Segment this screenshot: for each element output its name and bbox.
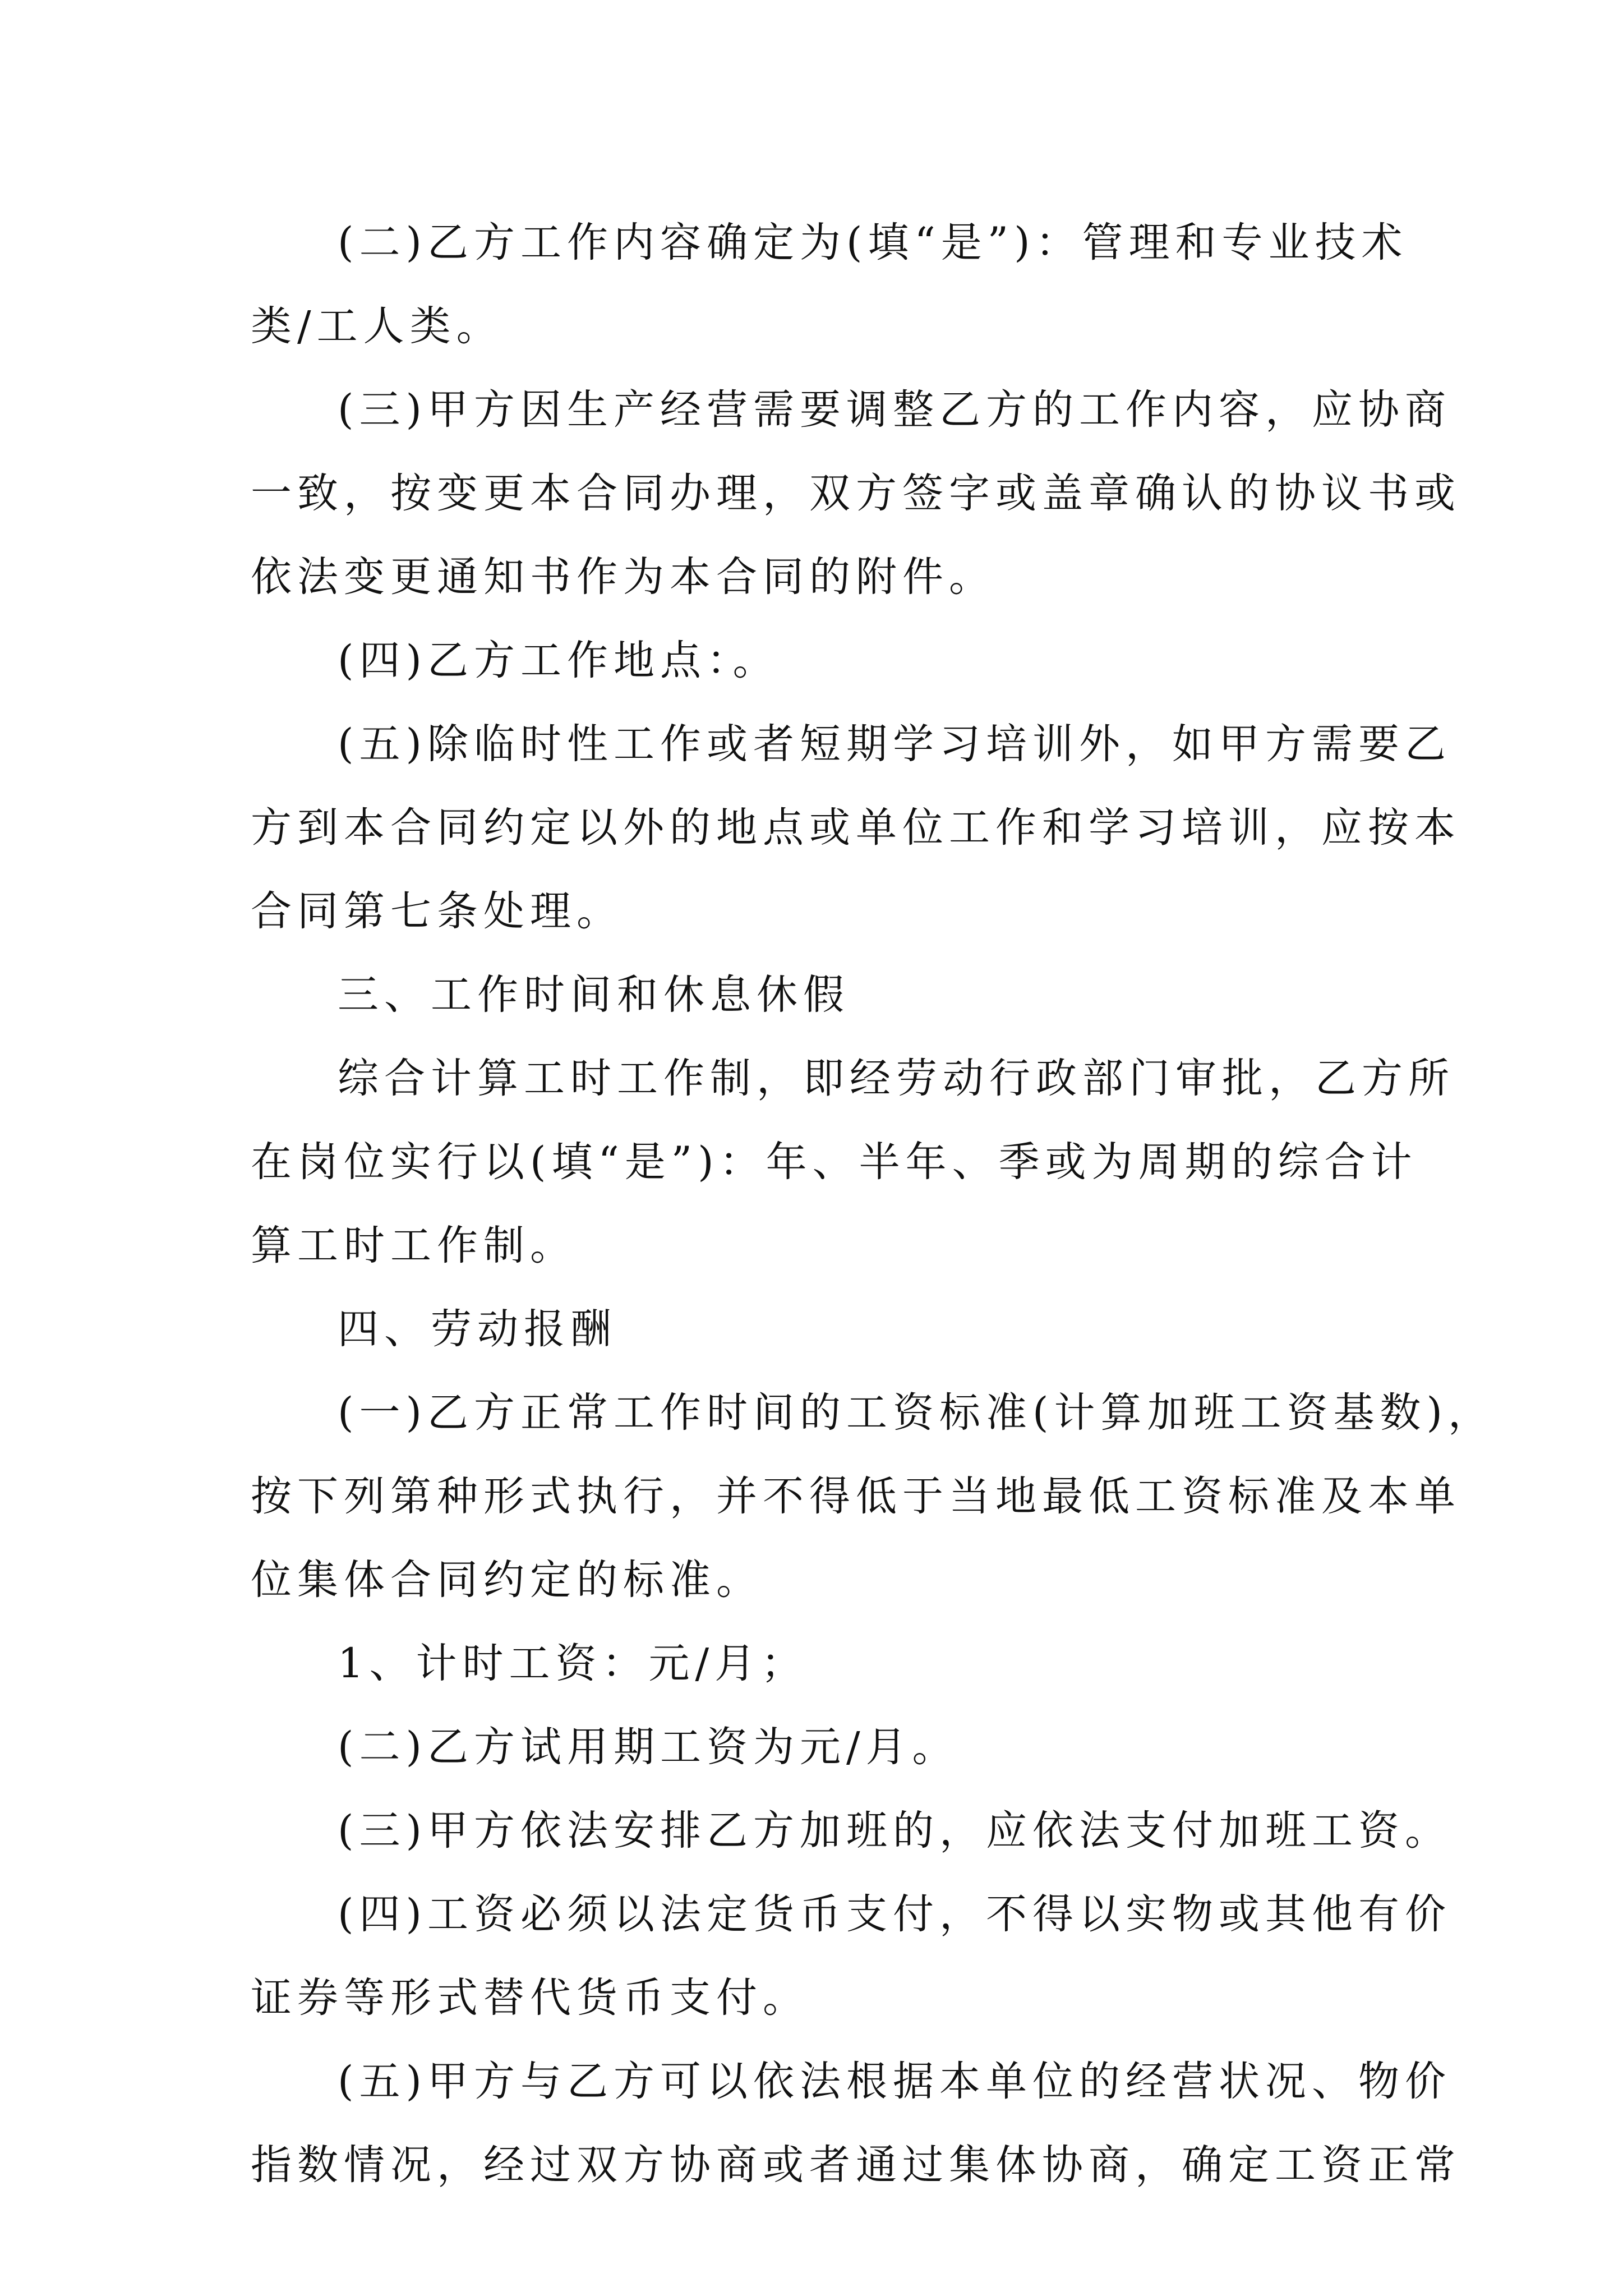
paragraph-line: 按下列第种形式执行，并不得低于当地最低工资标准及本单: [251, 1473, 1461, 1520]
paragraph-line: (三)甲方依法安排乙方加班的，应依法支付加班工资。: [338, 1807, 1451, 1855]
section-heading: 三、工作时间和休息休假: [338, 971, 850, 1019]
paragraph-line: (三)甲方因生产经营需要调整乙方的工作内容，应协商: [338, 386, 1451, 434]
paragraph-line: 合同第七条处理。: [251, 887, 623, 935]
paragraph-line: (四)乙方工作地点：。: [338, 637, 780, 684]
paragraph-line: 算工时工作制。: [251, 1222, 577, 1269]
paragraph-line: 方到本合同约定以外的地点或单位工作和学习培训，应按本: [251, 804, 1461, 852]
paragraph-line: 指数情况，经过双方协商或者通过集体协商，确定工资正常: [251, 2141, 1461, 2189]
paragraph-line: 类/工人类。: [251, 302, 503, 350]
paragraph-line: (五)甲方与乙方可以依法根据本单位的经营状况、物价: [338, 2058, 1451, 2105]
paragraph-line: 位集体合同约定的标准。: [251, 1556, 763, 1604]
paragraph-line: (二)乙方试用期工资为元/月。: [338, 1723, 959, 1771]
paragraph-line: (一)乙方正常工作时间的工资标准(计算加班工资基数)，: [338, 1389, 1495, 1437]
paragraph-line: (五)除临时性工作或者短期学习培训外，如甲方需要乙: [338, 720, 1451, 768]
paragraph-line: 依法变更通知书作为本合同的附件。: [251, 553, 995, 601]
paragraph-line: 在岗位实行以(填“是”)：年、半年、季或为周期的综合计: [251, 1138, 1418, 1186]
paragraph-line: 证券等形式替代货币支付。: [251, 1974, 809, 2022]
paragraph-line: (二)乙方工作内容确定为(填“是”)：管理和专业技术: [338, 219, 1408, 266]
paragraph-line: 综合计算工时工作制，即经劳动行政部门审批，乙方所: [338, 1055, 1455, 1102]
paragraph-line: 一致，按变更本合同办理，双方签字或盖章确认的协议书或: [251, 470, 1461, 517]
paragraph-line: 1、计时工资：元/月；: [338, 1640, 808, 1687]
paragraph-line: (四)工资必须以法定货币支付，不得以实物或其他有价: [338, 1890, 1451, 1938]
section-heading: 四、劳动报酬: [338, 1305, 617, 1353]
